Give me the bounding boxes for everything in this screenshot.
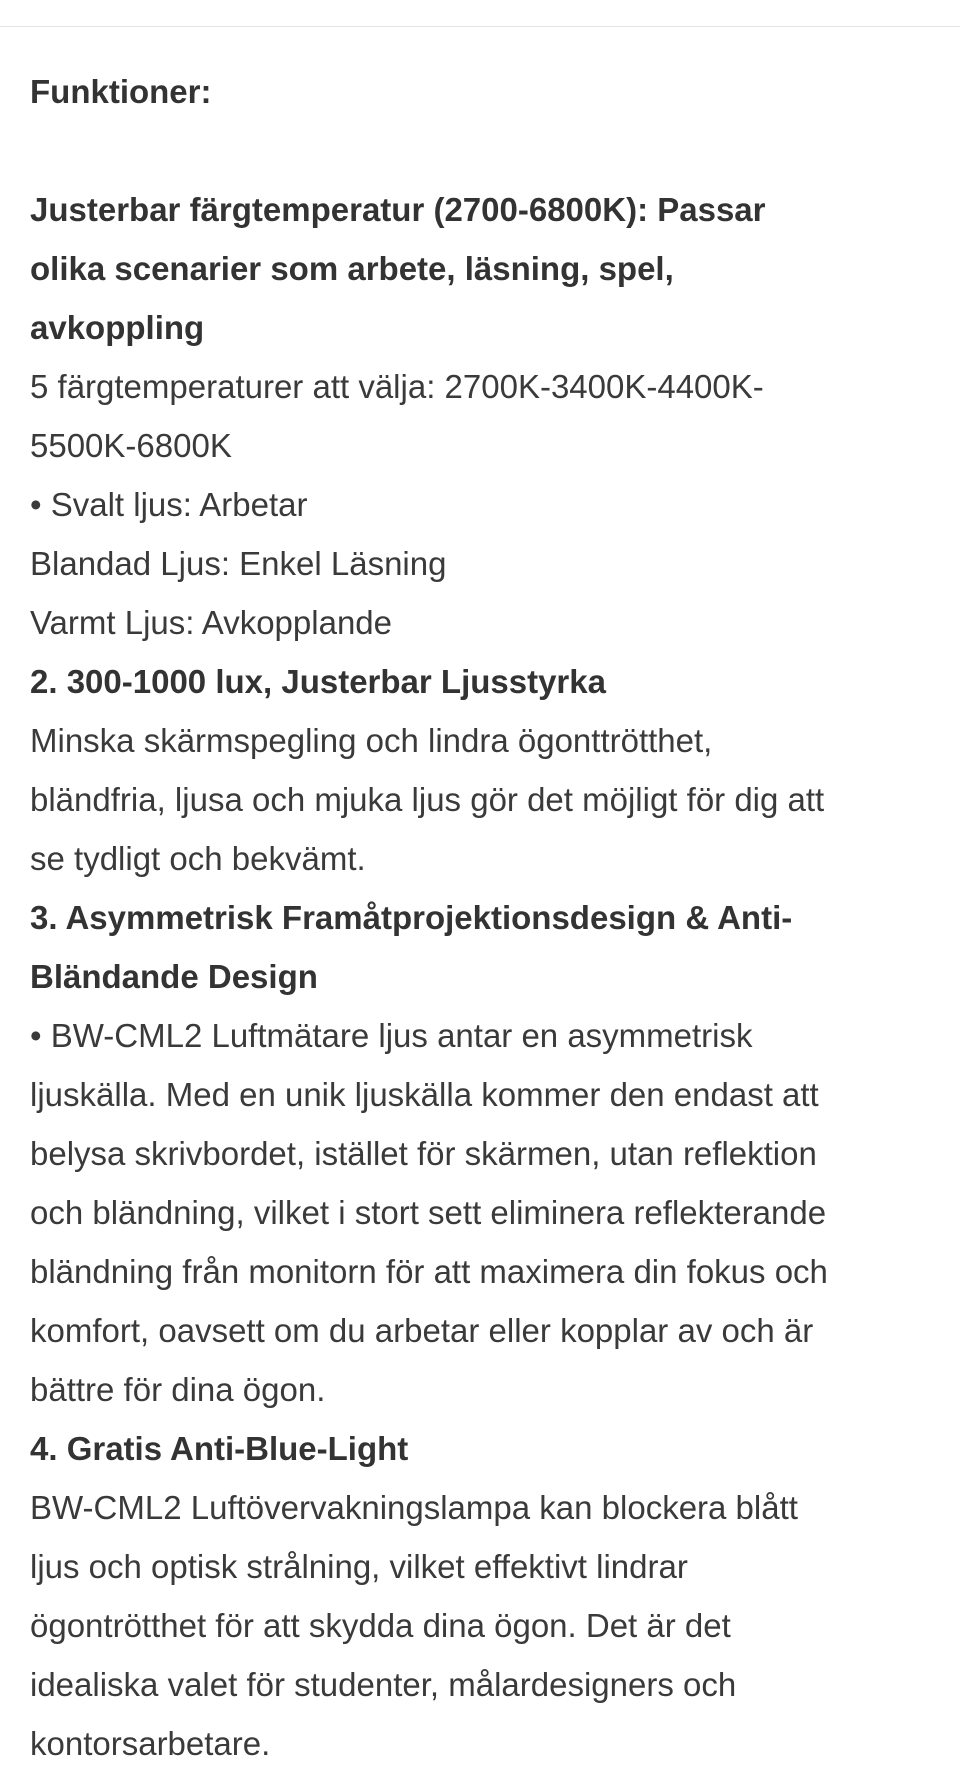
product-description xyxy=(30,62,930,1773)
bullet-line: • Svalt ljus: Arbetar xyxy=(30,486,308,523)
bullet-line: • BW-CML2 Luftmätare ljus antar en asymmetrisk xyxy=(30,1017,753,1054)
body-line: bländfria, ljusa och mjuka ljus gör det möjligt för dig att xyxy=(30,781,825,818)
body-line: Minska skärmspegling och lindra ögonttrötthet, xyxy=(30,722,713,759)
top-divider xyxy=(0,26,960,27)
body-line: Varmt Ljus: Avkopplande xyxy=(30,604,393,641)
spacer xyxy=(30,121,930,180)
section-title-line: Justerbar färgtemperatur (2700-6800K): Passar xyxy=(30,191,766,228)
body-line: ögontrötthet för att skydda dina ögon. Det är det xyxy=(30,1607,731,1644)
section-title-line: olika scenarier som arbete, läsning, spel, xyxy=(30,250,674,287)
body-line: och bländning, vilket i stort sett eliminera reflekterande xyxy=(30,1194,827,1231)
body-line: 5500K-6800K xyxy=(30,427,232,464)
body-line: bländning från monitorn för att maximera din fokus och xyxy=(30,1253,828,1290)
body-line: idealiska valet för studenter, målardesigners och xyxy=(30,1666,737,1703)
body-line: komfort, oavsett om du arbetar eller kopplar av och är xyxy=(30,1312,814,1349)
body-line: kontorsarbetare. xyxy=(30,1725,271,1762)
body-line: 5 färgtemperaturer att välja: 2700K-3400K-4400K- xyxy=(30,368,764,405)
section-brightness xyxy=(30,652,930,888)
section-title-line: Bländande Design xyxy=(30,958,318,995)
body-line: bättre för dina ögon. xyxy=(30,1371,326,1408)
body-line: se tydligt och bekvämt. xyxy=(30,840,366,877)
features-heading: Funktioner: xyxy=(30,73,212,110)
section-title-line: avkoppling xyxy=(30,309,205,346)
section-anti-blue-light xyxy=(30,1419,930,1773)
section-title-line: 2. 300-1000 lux, Justerbar Ljusstyrka xyxy=(30,663,606,700)
section-title-line: 4. Gratis Anti-Blue-Light xyxy=(30,1430,409,1467)
section-title-line: 3. Asymmetrisk Framåtprojektionsdesign & Anti- xyxy=(30,899,793,936)
body-line: Blandad Ljus: Enkel Läsning xyxy=(30,545,447,582)
body-line: ljuskälla. Med en unik ljuskälla kommer den endast att xyxy=(30,1076,819,1113)
section-color-temperature xyxy=(30,180,930,652)
body-line: ljus och optisk strålning, vilket effektivt lindrar xyxy=(30,1548,688,1585)
section-asymmetric-design xyxy=(30,888,930,1419)
body-line: BW-CML2 Luftövervakningslampa kan blockera blått xyxy=(30,1489,798,1526)
body-line: belysa skrivbordet, istället för skärmen, utan reflektion xyxy=(30,1135,817,1172)
